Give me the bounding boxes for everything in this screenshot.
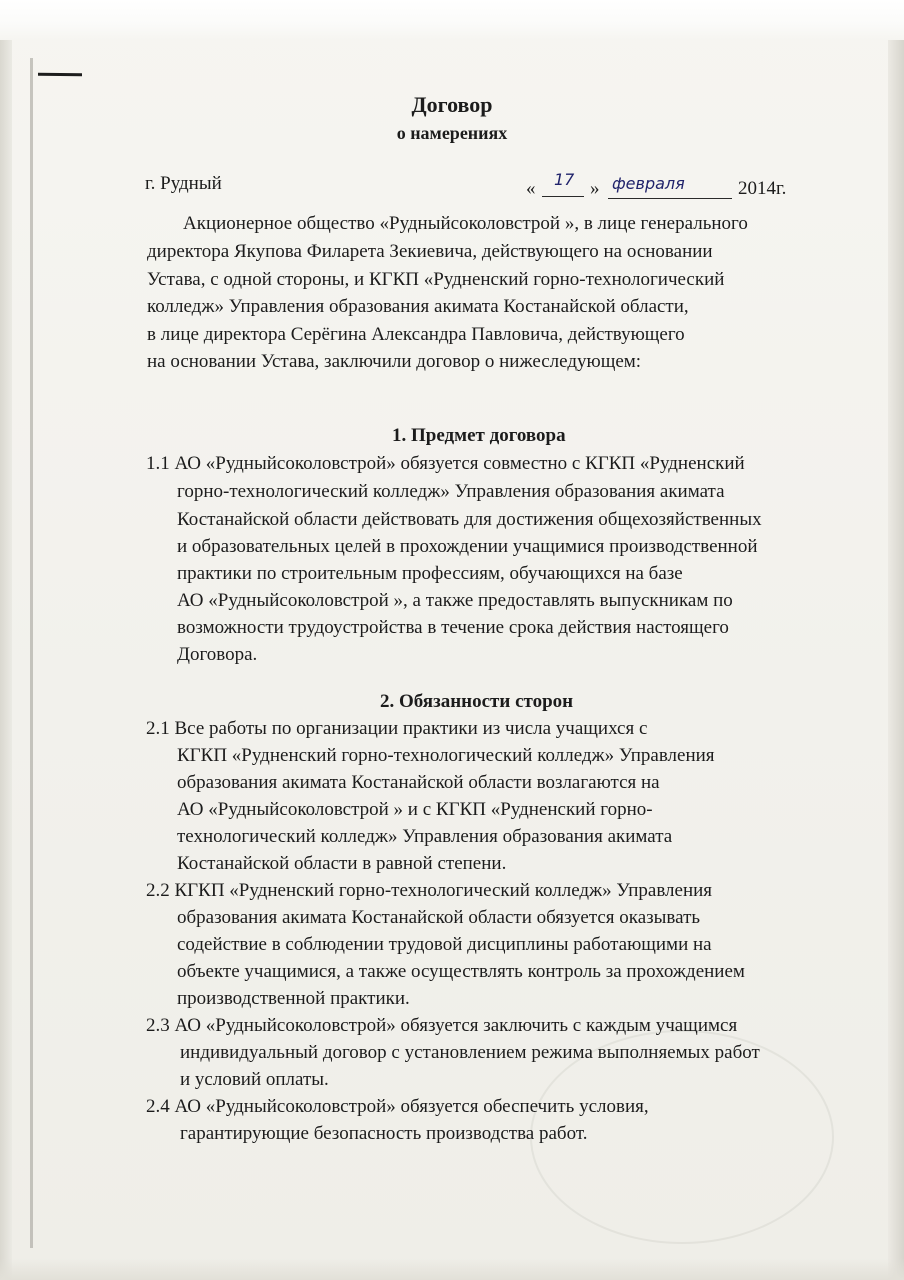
clause-line: образования акимата Костанайской области возлагаются на [177,772,660,793]
date-day-underline [542,196,584,197]
clause-line: 2.4 АО «Рудныйсоколовстрой» обязуется обеспечить условия, [146,1096,649,1117]
section-heading: 1. Предмет договора [392,425,566,446]
clause-line: Костанайской области действовать для достижения общехозяйственных [177,509,762,530]
preamble-line: на основании Устава, заключили договор о нижеследующем: [147,351,642,372]
paper-left-edge [0,40,12,1280]
clause-line: и образовательных целей в прохождении учащимися производственной [177,536,758,557]
document-city: г. Рудный [145,173,222,194]
section-heading: 2. Обязанности сторон [380,691,574,712]
paper-top-edge [0,0,904,40]
clause-line: 2.1 Все работы по организации практики из числа учащихся с [146,718,648,739]
clause-line: АО «Рудныйсоколовстрой », а также предоставлять выпускникам по [177,590,733,611]
clause-line: индивидуальный договор с установлением режима выполняемых работ [180,1042,760,1063]
preamble-line: Устава, с одной стороны, и КГКП «Рудненский горно-технологический [147,269,725,290]
clause-line: объекте учащимися, а также осуществлять контроль за прохождением [177,961,745,982]
clause-line: гарантирующие безопасность производства работ. [180,1123,588,1144]
clause-line: и условий оплаты. [180,1069,329,1090]
clause-line: образования акимата Костанайской области обязуется оказывать [177,907,701,928]
clause-line: КГКП «Рудненский горно-технологический колледж» Управления [177,745,715,766]
clause-line: Договора. [177,644,258,665]
date-day: 17 [554,170,575,189]
clause-line: 2.3 АО «Рудныйсоколовстрой» обязуется заключить с каждым учащимся [146,1015,738,1036]
clause-line: 2.2 КГКП «Рудненский горно-технологический колледж» Управления [146,880,713,901]
clause-line: производственной практики. [177,988,410,1009]
preamble-line: колледж» Управления образования акимата Костанайской области, [147,296,689,317]
paper-right-edge [888,40,904,1280]
preamble-line: директора Якупова Филарета Зекиевича, действующего на основании [147,241,713,262]
clause-line: возможности трудоустройства в течение срока действия настоящего [177,617,729,638]
date-month-underline [608,198,732,199]
clause-line: практики по строительным профессиям, обучающихся на базе [177,563,683,584]
paper-bottom-edge [0,1258,904,1280]
date-open-quote: « [526,178,536,199]
corner-pen-mark [38,73,82,76]
document-title: Договор [411,92,493,117]
binding-shadow [30,58,33,1248]
preamble-line: в лице директора Серёгина Александра Павловича, действующего [147,324,685,345]
clause-line: горно-технологический колледж» Управления образования акимата [177,481,725,502]
clause-line: содействие в соблюдении трудовой дисциплины работающими на [177,934,712,955]
date-close-quote: » [590,178,600,199]
document-subtitle: о намерениях [396,123,508,143]
clause-line: 1.1 АО «Рудныйсоколовстрой» обязуется совместно с КГКП «Рудненский [146,453,745,474]
date-year: 2014г. [738,178,787,199]
clause-line: АО «Рудныйсоколовстрой » и с КГКП «Рудненский горно- [177,799,653,820]
clause-line: Костанайской области в равной степени. [177,853,507,874]
preamble-line: Акционерное общество «Рудныйсоколовстрой », в лице генерального [183,213,748,234]
date-month: февраля [612,174,685,193]
clause-line: технологический колледж» Управления образования акимата [177,826,673,847]
